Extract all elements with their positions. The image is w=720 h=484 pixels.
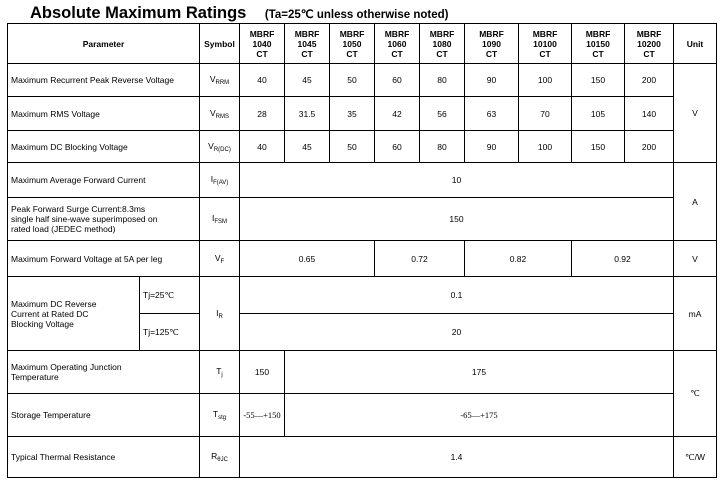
- value-cell: 140: [625, 97, 674, 131]
- value-cell: 50: [330, 64, 375, 97]
- header-model-8: MBRF 10150 CT: [572, 24, 625, 64]
- value-cell: 105: [572, 97, 625, 131]
- value-vf-4: 0.92: [572, 241, 674, 277]
- symbol-vrms: $V_{RMS}$: [200, 97, 240, 131]
- param-vdc: Maximum DC Blocking Voltage: [8, 131, 200, 163]
- header-model-2: MBRF 1045 CT: [285, 24, 330, 64]
- header-model-4: MBRF 1060 CT: [375, 24, 420, 64]
- header-row: [8, 24, 717, 64]
- param-ir: Maximum DC Reverse Current at Rated DC Blocking Voltage: [8, 277, 140, 351]
- condition-tj-25: Tj=25℃: [140, 277, 200, 314]
- table-row: [8, 394, 717, 437]
- symbol-ifav: $I_{F(AV)}$: [200, 163, 240, 198]
- header-parameter: Parameter: [8, 24, 200, 64]
- symbol-vdc: $V_{R(DC)}$: [200, 131, 240, 163]
- value-cell: 31.5: [285, 97, 330, 131]
- param-tstg: Storage Temperature: [8, 394, 200, 437]
- param-tj: Maximum Operating Junction Temperature: [8, 351, 200, 394]
- condition-tj-125: Tj=125℃: [140, 314, 200, 351]
- value-cell: 150: [572, 64, 625, 97]
- table-row: [8, 64, 717, 97]
- value-cell: 90: [465, 131, 519, 163]
- header-model-6: MBRF 1090 CT: [465, 24, 519, 64]
- param-vrrm: Maximum Recurrent Peak Reverse Voltage: [8, 64, 200, 97]
- value-vf-3: 0.82: [465, 241, 572, 277]
- value-cell: 42: [375, 97, 420, 131]
- unit-ir: mA: [674, 277, 717, 351]
- param-ifsm: Peak Forward Surge Current:8.3ms single half sine-wave superimposed on rated load (JEDEC method): [8, 198, 200, 241]
- table-row: [8, 437, 717, 478]
- value-rth: 1.4: [240, 437, 674, 478]
- table-row: [8, 198, 717, 241]
- page-subtitle: (Ta=25℃ unless otherwise noted): [264, 9, 449, 21]
- table-row: [8, 241, 717, 277]
- header-unit: Unit: [674, 24, 717, 64]
- param-rth: Typical Thermal Resistance: [8, 437, 200, 478]
- value-cell: 40: [240, 64, 285, 97]
- value-ir-25: 0.1: [240, 277, 674, 314]
- symbol-tstg: $T_{stg}$: [200, 394, 240, 437]
- value-cell: 45: [285, 64, 330, 97]
- value-cell: 100: [519, 64, 572, 97]
- value-cell: 35: [330, 97, 375, 131]
- value-cell: 100: [519, 131, 572, 163]
- symbol-ir: $I_R$: [200, 277, 240, 351]
- value-cell: 40: [240, 131, 285, 163]
- value-cell: 60: [375, 64, 420, 97]
- table-row: [8, 351, 717, 394]
- unit-temperature: ℃: [674, 351, 717, 437]
- value-cell: 90: [465, 64, 519, 97]
- header-model-7: MBRF 10100 CT: [519, 24, 572, 64]
- unit-rth: ℃/W: [674, 437, 717, 478]
- table-row: [8, 131, 717, 163]
- table-row: [8, 97, 717, 131]
- param-vrms: Maximum RMS Voltage: [8, 97, 200, 131]
- param-ifav: Maximum Average Forward Current: [8, 163, 200, 198]
- page-title: Absolute Maximum Ratings: [30, 4, 247, 22]
- value-cell: 150: [572, 131, 625, 163]
- value-cell: 56: [420, 97, 465, 131]
- header-model-9: MBRF 10200 CT: [625, 24, 674, 64]
- unit-vf: V: [674, 241, 717, 277]
- table-row: [8, 163, 717, 198]
- symbol-tj: $T_j$: [200, 351, 240, 394]
- value-ir-125: 20: [240, 314, 674, 351]
- symbol-vrrm: $V_{RRM}$: [200, 64, 240, 97]
- value-tstg-1: -55—+150: [240, 394, 285, 437]
- header-model-1: MBRF 1040 CT: [240, 24, 285, 64]
- value-cell: 200: [625, 64, 674, 97]
- value-tj-1: 150: [240, 351, 285, 394]
- unit-current: A: [674, 163, 717, 241]
- value-tstg-2: -65—+175: [285, 394, 674, 437]
- header-model-3: MBRF 1050 CT: [330, 24, 375, 64]
- ratings-table: [7, 23, 717, 478]
- header-symbol: Symbol: [200, 24, 240, 64]
- value-ifav: 10: [240, 163, 674, 198]
- param-vf: Maximum Forward Voltage at 5A per leg: [8, 241, 200, 277]
- value-vf-2: 0.72: [375, 241, 465, 277]
- symbol-vf: $V_F$: [200, 241, 240, 277]
- value-cell: 28: [240, 97, 285, 131]
- value-cell: 80: [420, 131, 465, 163]
- value-cell: 70: [519, 97, 572, 131]
- header-model-5: MBRF 1080 CT: [420, 24, 465, 64]
- value-cell: 50: [330, 131, 375, 163]
- value-cell: 60: [375, 131, 420, 163]
- value-cell: 45: [285, 131, 330, 163]
- value-tj-2: 175: [285, 351, 674, 394]
- value-cell: 200: [625, 131, 674, 163]
- value-vf-1: 0.65: [240, 241, 375, 277]
- symbol-ifsm: $I_{FSM}$: [200, 198, 240, 241]
- value-ifsm: 150: [240, 198, 674, 241]
- value-cell: 63: [465, 97, 519, 131]
- table-row: [8, 277, 717, 314]
- unit-voltage: V: [674, 64, 717, 163]
- value-cell: 80: [420, 64, 465, 97]
- symbol-rth: $R_{\theta JC}$: [200, 437, 240, 478]
